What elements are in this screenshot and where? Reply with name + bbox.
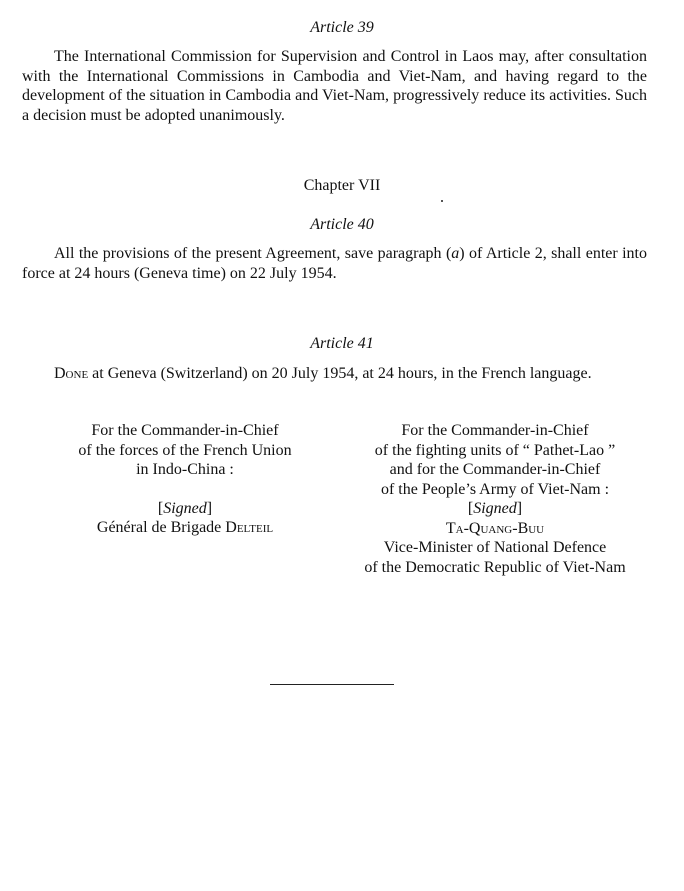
sig-right-line1: For the Commander-in-Chief (401, 422, 589, 439)
signature-block-right (330, 421, 660, 577)
print-speck (441, 200, 443, 202)
article-39-text: The International Commission for Supervision and Control in Laos may, after consultation with the International Commissions in Cambodia and Viet-Nam, and having regard to the development of the situation in Cambodia and Viet-Nam, progressively reduce its activities. Such a decision must be adopted unanimously. (22, 48, 647, 124)
paragraph-letter: a (451, 245, 460, 262)
sig-right-signatory: Ta-Quang-Buu (445, 519, 545, 537)
sig-left-signatory: Delteil (225, 519, 274, 536)
signed-label: Signed (163, 499, 207, 517)
signed-label: Signed (473, 500, 517, 517)
article-40-text-before: All the provisions of the present Agreement, save paragraph ( (54, 245, 452, 262)
article-40-text (22, 244, 647, 283)
article-40-heading: Article 40 (310, 216, 374, 233)
sig-right-line2: of the fighting units of “ Pathet-Lao ” (374, 441, 616, 459)
done-word: Done (54, 365, 89, 382)
sig-right-line4: of the People’s Army of Viet-Nam : (380, 480, 610, 498)
sig-left-name-prefix: Général de Brigade (96, 519, 226, 536)
article-41-text-rest: at Geneva (Switzerland) on 20 July 1954, at 24 hours, in the French language. (88, 365, 592, 382)
sig-left-signed: [Signed] (157, 499, 213, 517)
article-41-text (22, 364, 647, 384)
sig-right-signed: [Signed] (467, 500, 523, 517)
sig-right-line3: and for the Commander-in-Chief (389, 461, 601, 478)
signature-block-left (30, 421, 340, 538)
article-39-heading: Article 39 (310, 19, 374, 36)
chapter-title: Chapter VII (303, 177, 381, 194)
end-rule (270, 684, 394, 685)
sig-left-line2: of the forces of the French Union (78, 441, 292, 459)
article-40-text-after: ) of Article 2, shall enter into force at 24 hours (Geneva time) on 22 July 1954. (22, 245, 648, 282)
sig-left-line1: For the Commander-in-Chief (91, 422, 279, 439)
sig-left-name (30, 518, 340, 538)
sig-right-title1: Vice-Minister of National Defence (383, 539, 607, 556)
sig-right-title2: of the Democratic Republic of Viet-Nam (364, 558, 626, 576)
sig-left-line3: in Indo-China : (136, 461, 234, 478)
article-41-heading: Article 41 (310, 335, 374, 352)
